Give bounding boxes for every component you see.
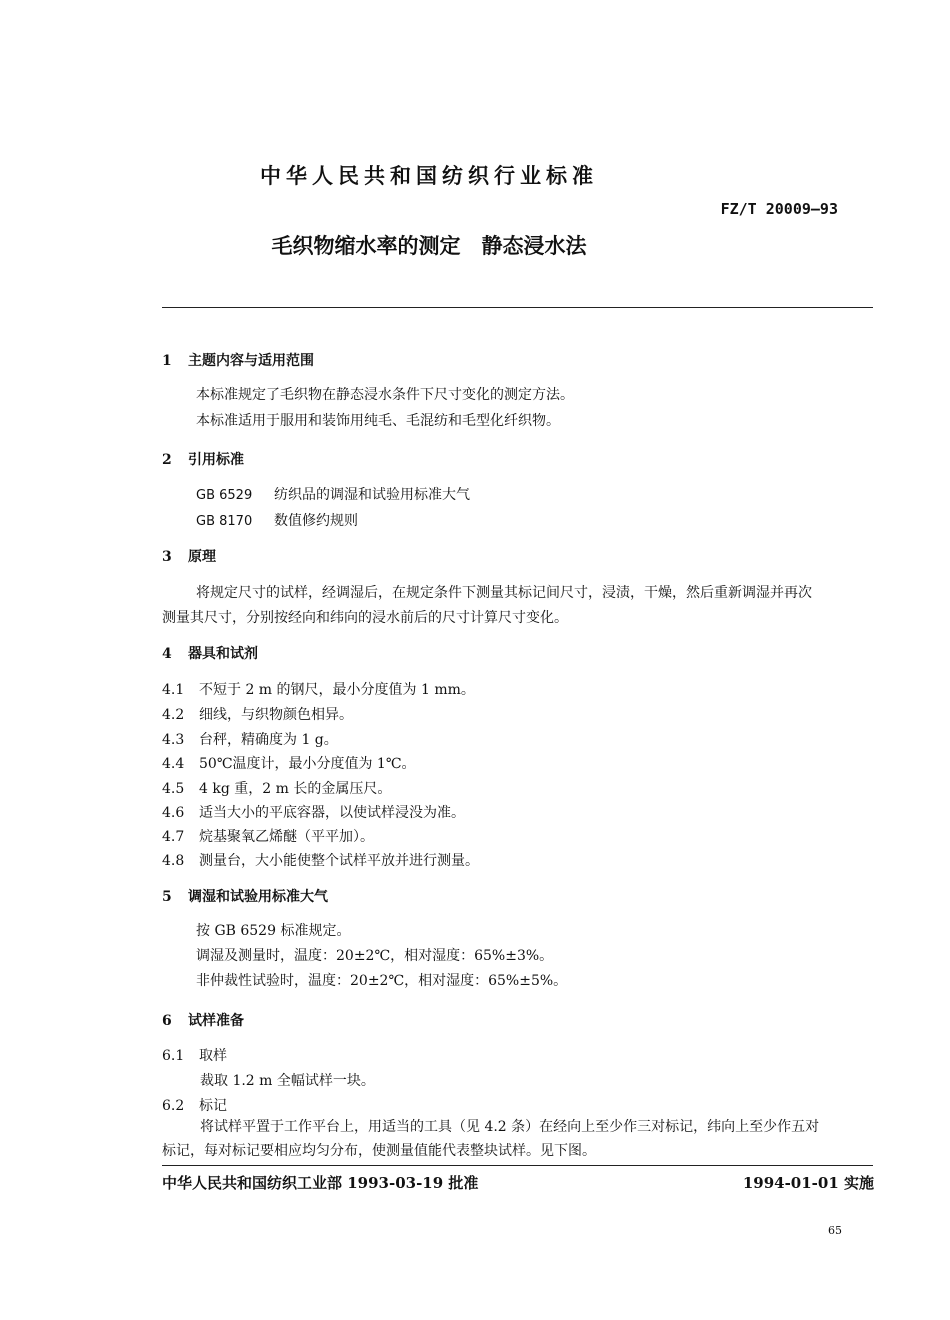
section-number: 5 [162,889,172,905]
item-number: 4.1 [162,682,185,698]
equipment-item [162,704,353,724]
subsection-6-1-heading [162,1045,227,1065]
item-number: 4.8 [162,853,185,869]
reference-title: 数值修约规则 [274,513,358,529]
section-3-heading [162,546,216,566]
item-text: 4 kg 重，2 m 长的金属压尺。 [199,781,392,797]
reference-item [196,510,358,530]
item-number: 4.5 [162,781,185,797]
section-5-paragraph-1: 按 GB 6529 标准规定。 [196,923,351,939]
reference-title: 纺织品的调湿和试验用标准大气 [274,487,470,503]
item-text: 烷基聚氧乙烯醚（平平加）。 [199,829,374,845]
item-text: 细线，与织物颜色相异。 [199,707,353,723]
implementation-date: 1994-01-01 实施 [742,1174,874,1192]
section-title: 主题内容与适用范围 [188,353,314,369]
footer-divider [162,1165,873,1166]
section-6-heading [162,1010,244,1030]
item-text: 标记 [199,1098,227,1114]
equipment-item [162,826,374,846]
section-1-paragraph-1: 本标准规定了毛织物在静态浸水条件下尺寸变化的测定方法。 [196,387,574,403]
item-text: 取样 [199,1048,227,1064]
approval-statement: 中华人民共和国纺织工业部 1993-03-19 批准 [162,1174,479,1192]
header-divider [162,307,873,308]
section-number: 3 [162,549,172,565]
section-number: 2 [162,452,172,468]
section-1-paragraph-2: 本标准适用于服用和装饰用纯毛、毛混纺和毛型化纤织物。 [196,413,560,429]
reference-code: GB 8170 [196,514,253,529]
section-title: 原理 [188,549,216,565]
item-number: 4.6 [162,805,185,821]
item-number: 6.1 [162,1048,185,1064]
section-title: 调湿和试验用标准大气 [188,889,328,905]
item-text: 适当大小的平底容器，以使试样浸没为准。 [199,805,465,821]
section-3-line-1: 将规定尺寸的试样，经调湿后，在规定条件下测量其标记间尺寸，浸渍，干燥，然后重新调湿并再次 [196,585,812,601]
section-3-line-2: 测量其尺寸，分别按经向和纬向的浸水前后的尺寸计算尺寸变化。 [162,610,568,626]
subsection-6-2-line-1: 将试样平置于工作平台上，用适当的工具（见 4.2 条）在经向上至少作三对标记，纬向上至少作五对 [200,1119,820,1135]
item-text: 50℃温度计，最小分度值为 1℃。 [199,756,416,772]
document-title: 毛织物缩水率的测定 静态浸水法 [271,233,587,258]
reference-item [196,484,470,504]
subsection-6-1-text: 裁取 1.2 m 全幅试样一块。 [200,1073,375,1089]
section-5-paragraph-2: 调湿及测量时，温度：20±2℃，相对湿度：65%±3%。 [196,948,554,964]
equipment-item [162,729,338,749]
item-text: 不短于 2 m 的钢尺，最小分度值为 1 mm。 [199,682,475,698]
standard-code: FZ/T 20009—93 [720,200,838,218]
section-number: 6 [162,1013,172,1029]
item-text: 测量台，大小能使整个试样平放并进行测量。 [199,853,479,869]
section-5-heading [162,886,328,906]
equipment-item [162,778,391,798]
section-1-heading [162,350,314,370]
section-4-heading [162,643,258,663]
item-number: 4.7 [162,829,185,845]
org-title: 中华人民共和国纺织行业标准 [260,163,598,188]
section-number: 4 [162,646,172,662]
subsection-6-2-heading [162,1095,227,1115]
item-number: 4.2 [162,707,185,723]
section-2-heading [162,449,244,469]
section-title: 器具和试剂 [188,646,258,662]
reference-code: GB 6529 [196,488,253,503]
subsection-6-2-line-2: 标记，每对标记要相应均匀分布，使测量值能代表整块试样。见下图。 [162,1143,596,1159]
item-number: 4.3 [162,732,185,748]
item-text: 台秤，精确度为 1 g。 [199,732,338,748]
section-title: 引用标准 [188,452,244,468]
equipment-item [162,679,475,699]
item-number: 6.2 [162,1098,185,1114]
page-number: 65 [828,1224,842,1237]
equipment-item [162,850,479,870]
section-number: 1 [162,353,172,369]
equipment-item [162,802,465,822]
equipment-item [162,753,416,773]
section-title: 试样准备 [188,1013,244,1029]
section-5-paragraph-3: 非仲裁性试验时，温度：20±2℃，相对湿度：65%±5%。 [196,973,568,989]
item-number: 4.4 [162,756,185,772]
